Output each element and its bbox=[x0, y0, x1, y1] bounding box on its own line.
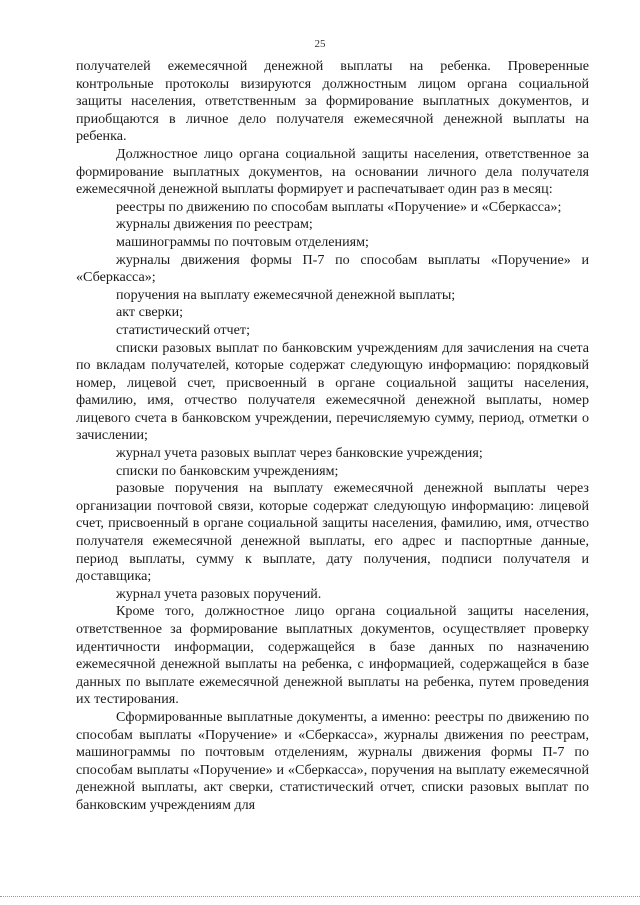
list-item: статистический отчет; bbox=[116, 321, 250, 338]
list-item: разовые поручения на выплату ежемесячной денежной выплаты через организации почтовой связи, которые содержат следующую информацию: лицевой счет, присвоенный в органе социальной защиты населения, фамилию, имя, отчество получателя ежемесячной денежной выплаты, его адрес и паспортные данные, период выплаты, сумму к выплате, дату получения, подписи получателя и доставщика; bbox=[76, 480, 589, 585]
list-item: списки разовых выплат по банковским учреждениям для зачисления на счета по вкладам получателей, которые содержат следующую информацию: порядковый номер, лицевой счет, присвоенный в органе социальной защиты населения, фамилию, имя, отчество получателя ежемесячной денежной выплаты, номер лицевого счета в банковском учреждении, перечисляемую сумму, период, отметки о зачислении; bbox=[76, 339, 589, 444]
paragraph: Сформированные выплатные документы, а именно: реестры по движению по способам выплаты «Поручение» и «Сберкасса», журналы движения по реестрам, машинограммы по почтовым отделениям, журналы движения формы П-7 по способам выплаты «Поручение» и «Сберкасса», поручения на выплату ежемесячной денежной выплаты, акт сверки, статистический отчет, списки разовых выплат по банковским учреждениям для bbox=[76, 708, 589, 813]
document-body bbox=[76, 58, 589, 815]
list-item: журнал учета разовых поручений. bbox=[116, 585, 322, 602]
list-item: журнал учета разовых выплат через банковские учреждения; bbox=[116, 445, 483, 462]
list-item: акт сверки; bbox=[116, 304, 184, 321]
paragraph: получателей ежемесячной денежной выплаты на ребенка. Проверенные контрольные протоколы визируются должностным лицом органа социальной защиты населения, ответственным за формирование выплатных документов, и приобщаются в личное дело получателя ежемесячной денежной выплаты на ребенка. bbox=[76, 58, 589, 145]
list-item: журналы движения формы П-7 по способам выплаты «Поручение» и «Сберкасса»; bbox=[76, 251, 589, 286]
list-item: списки по банковским учреждениям; bbox=[116, 462, 339, 479]
paragraph: Кроме того, должностное лицо органа социальной защиты населения, ответственное за формирование выплатных документов, осуществляет проверку идентичности информации, содержащейся в базе данных по назначению ежемесячной денежной выплаты на ребенка, с информацией, содержащейся в базе данных по выплате ежемесячной денежной выплаты на ребенка, путем проведения их тестирования. bbox=[76, 603, 589, 708]
list-item: реестры по движению по способам выплаты «Поручение» и «Сберкасса»; bbox=[116, 198, 562, 215]
page-bottom-divider bbox=[0, 896, 640, 897]
list-item: поручения на выплату ежемесячной денежной выплаты; bbox=[116, 286, 456, 303]
paragraph: Должностное лицо органа социальной защиты населения, ответственное за формирование выплатных документов, на основании личного дела получателя ежемесячной денежной выплаты формирует и распечатывает один раз в месяц: bbox=[76, 145, 589, 198]
page-number: 25 bbox=[314, 38, 326, 50]
list-item: журналы движения по реестрам; bbox=[116, 216, 313, 233]
list-item: машинограммы по почтовым отделениям; bbox=[116, 233, 369, 250]
